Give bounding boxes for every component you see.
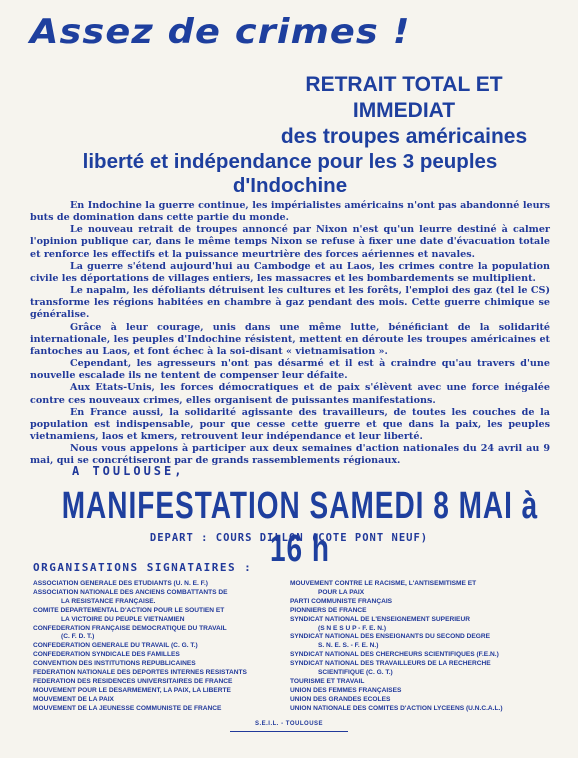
paragraph: Grâce à leur courage, unis dans une même lutte, bénéficiant de la solidarité internationale, les peuples d'Indochine résistent, mettent en déroute les troupes américaines et fantoches au Laos, et font échec à la soi-disant « vietnamisation ». <box>30 321 550 357</box>
paragraph: En France aussi, la solidarité agissante des travailleurs, de toutes les couches de la population est indispensable, pour que cesse cette guerre et que dans la paix, les peuples vietnamiens, laos et kmers, retrouvent leur indépendance et leur liberté. <box>30 406 550 442</box>
subheading-line-3: liberté et indépendance pour les 3 peuples d'Indochine <box>82 150 498 197</box>
departure-line: DEPART : COURS DILLON (COTE PONT NEUF) <box>149 532 429 544</box>
organisation-entry: MOUVEMENT DE LA PAIX <box>33 695 114 703</box>
paragraph: Nous vous appelons à participer aux deux semaines d'action nationales du 24 avril au 9 mai, qui se concrétiseront par de grands rassemblements régionaux. <box>30 443 550 467</box>
printer-credit: S.E.I.L. - TOULOUSE <box>254 721 324 727</box>
organisation-entry: POUR LA PAIX <box>318 588 365 596</box>
city-line: A TOULOUSE, <box>72 464 185 478</box>
footer-divider <box>230 731 348 732</box>
organisation-entry: UNION DES FEMMES FRANÇAISES <box>290 686 402 694</box>
organisation-entry: LA RESISTANCE FRANÇAISE. <box>61 597 156 605</box>
organisations-right-column <box>290 580 552 714</box>
organisation-entry: CONFEDERATION SYNDICALE DES FAMILLES <box>33 651 180 659</box>
organisation-entry: SYNDICAT NATIONAL DES ENSEIGNANTS DU SECOND DEGRE <box>290 633 491 641</box>
organisation-entry: CONVENTION DES INSTITUTIONS REPUBLICAINES <box>33 660 196 668</box>
paragraph: Le napalm, les défoliants détruisent les cultures et les forêts, l'emploi des gaz (tel le CS) transforme les régions habitées en chambre à gaz pendant des mois. Cette guerre chimique se généralise. <box>30 285 550 321</box>
paragraph: Le nouveau retrait de troupes annoncé par Nixon n'est qu'un leurre destiné à calmer l'opinion publique car, dans le même temps Nixon se refuse à fixer une date d'évacuation totale et renforce les effectifs et la puissance meurtrière des forces aériennes et navales. <box>30 224 550 260</box>
organisation-entry: SYNDICAT NATIONAL DES CHERCHEURS SCIENTIFIQUES (F.E.N.) <box>290 651 499 659</box>
subheading-line-1: RETRAIT TOTAL ET IMMEDIAT <box>305 73 503 122</box>
organisation-entry: SYNDICAT NATIONAL DES TRAVAILLEURS DE LA RECHERCHE <box>290 660 491 668</box>
organisations-left-column <box>33 580 283 714</box>
organisation-entry: UNION NATIONALE DES COMITES D'ACTION LYCEENS (U.N.C.A.L.) <box>290 704 503 712</box>
organisations-title: ORGANISATIONS SIGNATAIRES : <box>33 561 253 574</box>
organisation-entry: S. N. E. S. - F. E. N.) <box>318 642 379 650</box>
paragraph: La guerre s'étend aujourd'hui au Cambodge et au Laos, les crimes contre la population civile les déportations de villages entiers, les massacres et les bombardements se multiplient. <box>30 260 550 284</box>
organisation-entry: LA VICTOIRE DU PEUPLE VIETNAMIEN <box>61 615 185 623</box>
manifestation-title: MANIFESTATION SAMEDI 8 MAI à 16 h <box>61 484 539 570</box>
organisation-entry: ASSOCIATION GENERALE DES ETUDIANTS (U. N. E. F.) <box>33 580 208 587</box>
organisation-entry: MOUVEMENT CONTRE LE RACISME, L'ANTISEMITISME ET <box>290 580 477 587</box>
organisation-entry: (C. F. D. T.) <box>61 633 95 641</box>
organisation-entry: TOURISME ET TRAVAIL <box>290 677 365 685</box>
paragraph: Cependant, les agresseurs n'ont pas désarmé et il est à craindre qu'au travers d'une nouvelle escalade ils ne tentent de compenser leur défaite. <box>30 358 550 382</box>
organisation-entry: FEDERATION NATIONALE DES DEPORTES INTERNES RESISTANTS <box>33 669 247 677</box>
organisation-entry: MOUVEMENT DE LA JEUNESSE COMMUNISTE DE FRANCE <box>33 704 222 712</box>
paragraph: En Indochine la guerre continue, les impérialistes américains n'ont pas abandonné leurs buts de domination dans cette partie du monde. <box>30 200 550 224</box>
organisation-entry: PARTI COMMUNISTE FRANÇAIS <box>290 597 393 605</box>
organisation-entry: MOUVEMENT POUR LE DESARMEMENT, LA PAIX, LA LIBERTE <box>33 686 231 694</box>
headline: Assez de crimes ! <box>30 12 411 52</box>
organisation-entry: (S N E S U P - F. E. N.) <box>318 624 387 632</box>
organisation-entry: SYNDICAT NATIONAL DE L'ENSEIGNEMENT SUPERIEUR <box>290 615 470 623</box>
organisation-entry: COMITE DEPARTEMENTAL D'ACTION POUR LE SOUTIEN ET <box>33 606 225 614</box>
organisation-entry: UNION DES GRANDES ECOLES <box>290 695 391 703</box>
paragraph: Aux Etats-Unis, les forces démocratiques et de paix s'élèvent avec une force inégalée contre ces nouveaux crimes, elles organisent de puissantes manifestations. <box>30 382 550 406</box>
organisation-entry: SCIENTIFIQUE (C. G. T.) <box>318 669 393 677</box>
organisation-entry: ASSOCIATION NATIONALE DES ANCIENS COMBATTANTS DE <box>33 588 228 596</box>
subheading-block <box>258 72 550 150</box>
organisation-entry: FEDERATION DES RESIDENCES UNIVERSITAIRES DE FRANCE <box>33 677 233 685</box>
body-text <box>30 200 550 467</box>
organisation-entry: CONFEDERATION FRANÇAISE DEMOCRATIQUE DU TRAVAIL <box>33 624 227 632</box>
organisation-entry: PIONNIERS DE FRANCE <box>290 606 367 614</box>
organisation-entry: CONFEDERATION GENERALE DU TRAVAIL (C. G. T.) <box>33 642 198 650</box>
subheading-line-2: des troupes américaines <box>280 125 528 148</box>
